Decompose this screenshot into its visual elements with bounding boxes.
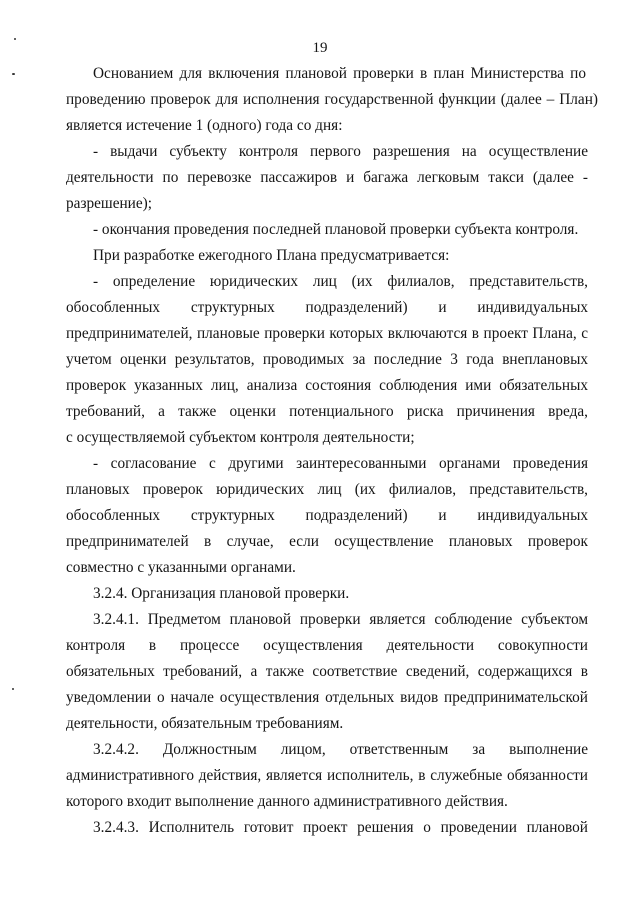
text-line: с осуществляемой субъектом контроля деятельности; bbox=[66, 429, 415, 446]
page-number: 19 bbox=[312, 40, 328, 56]
text-line: плановых проверок юридических лиц (их филиалов, представительств, bbox=[66, 481, 588, 498]
text-line: проведению проверок для исполнения государственной функции (далее – План) bbox=[66, 91, 598, 108]
text-line: 3.2.4.3. Исполнитель готовит проект решения о проведении плановой bbox=[93, 819, 588, 836]
text-line: деятельности, обязательным требованиям. bbox=[66, 715, 344, 732]
text-line: обособленных структурных подразделений) и индивидуальных bbox=[66, 507, 588, 524]
text-line: уведомлении о начале осуществления отдельных видов предпринимательской bbox=[66, 689, 588, 706]
text-line: требований, а также оценки потенциального риска причинения вреда, bbox=[66, 403, 588, 420]
text-line: предпринимателей, плановые проверки которых включаются в проект Плана, с bbox=[66, 325, 588, 342]
text-line: учетом оценки результатов, проводимых за последние 3 года внеплановых bbox=[66, 351, 588, 368]
text-line: совместно с указанными органами. bbox=[66, 559, 296, 576]
text-line: 3.2.4. Организация плановой проверки. bbox=[93, 585, 350, 602]
text-line: 3.2.4.1. Предметом плановой проверки является соблюдение субъектом bbox=[93, 611, 588, 628]
text-line: - окончания проведения последней плановой проверки субъекта контроля. bbox=[93, 221, 579, 238]
text-line: обязательных требований, а также соответствие сведений, содержащихся в bbox=[66, 663, 588, 680]
text-line: - согласование с другими заинтересованными органами проведения bbox=[93, 455, 588, 472]
scan-speck bbox=[14, 38, 16, 40]
text-line: которого входит выполнение данного административного действия. bbox=[66, 793, 508, 810]
text-line: предпринимателей в случае, если осуществление плановых проверок bbox=[66, 533, 588, 550]
text-line: является истечение 1 (одного) года со дня: bbox=[66, 117, 343, 134]
text-line: 3.2.4.2. Должностным лицом, ответственным за выполнение bbox=[93, 741, 588, 758]
text-line: При разработке ежегодного Плана предусматривается: bbox=[93, 247, 450, 264]
text-line: деятельности по перевозке пассажиров и багажа легковым такси (далее - bbox=[66, 169, 588, 186]
text-line: проверок указанных лиц, анализа состояния соблюдения ими обязательных bbox=[66, 377, 588, 394]
text-line: разрешение); bbox=[66, 195, 152, 212]
scan-speck bbox=[12, 73, 15, 75]
text-line: Основанием для включения плановой проверки в план Министерства по bbox=[93, 65, 586, 82]
scan-speck bbox=[12, 688, 14, 690]
text-line: - определение юридических лиц (их филиалов, представительств, bbox=[93, 273, 588, 290]
text-line: обособленных структурных подразделений) и индивидуальных bbox=[66, 299, 588, 316]
text-line: контроля в процессе осуществления деятельности совокупности bbox=[66, 637, 588, 654]
text-line: административного действия, является исполнитель, в служебные обязанности bbox=[66, 767, 588, 784]
text-line: - выдачи субъекту контроля первого разрешения на осуществление bbox=[93, 143, 588, 160]
